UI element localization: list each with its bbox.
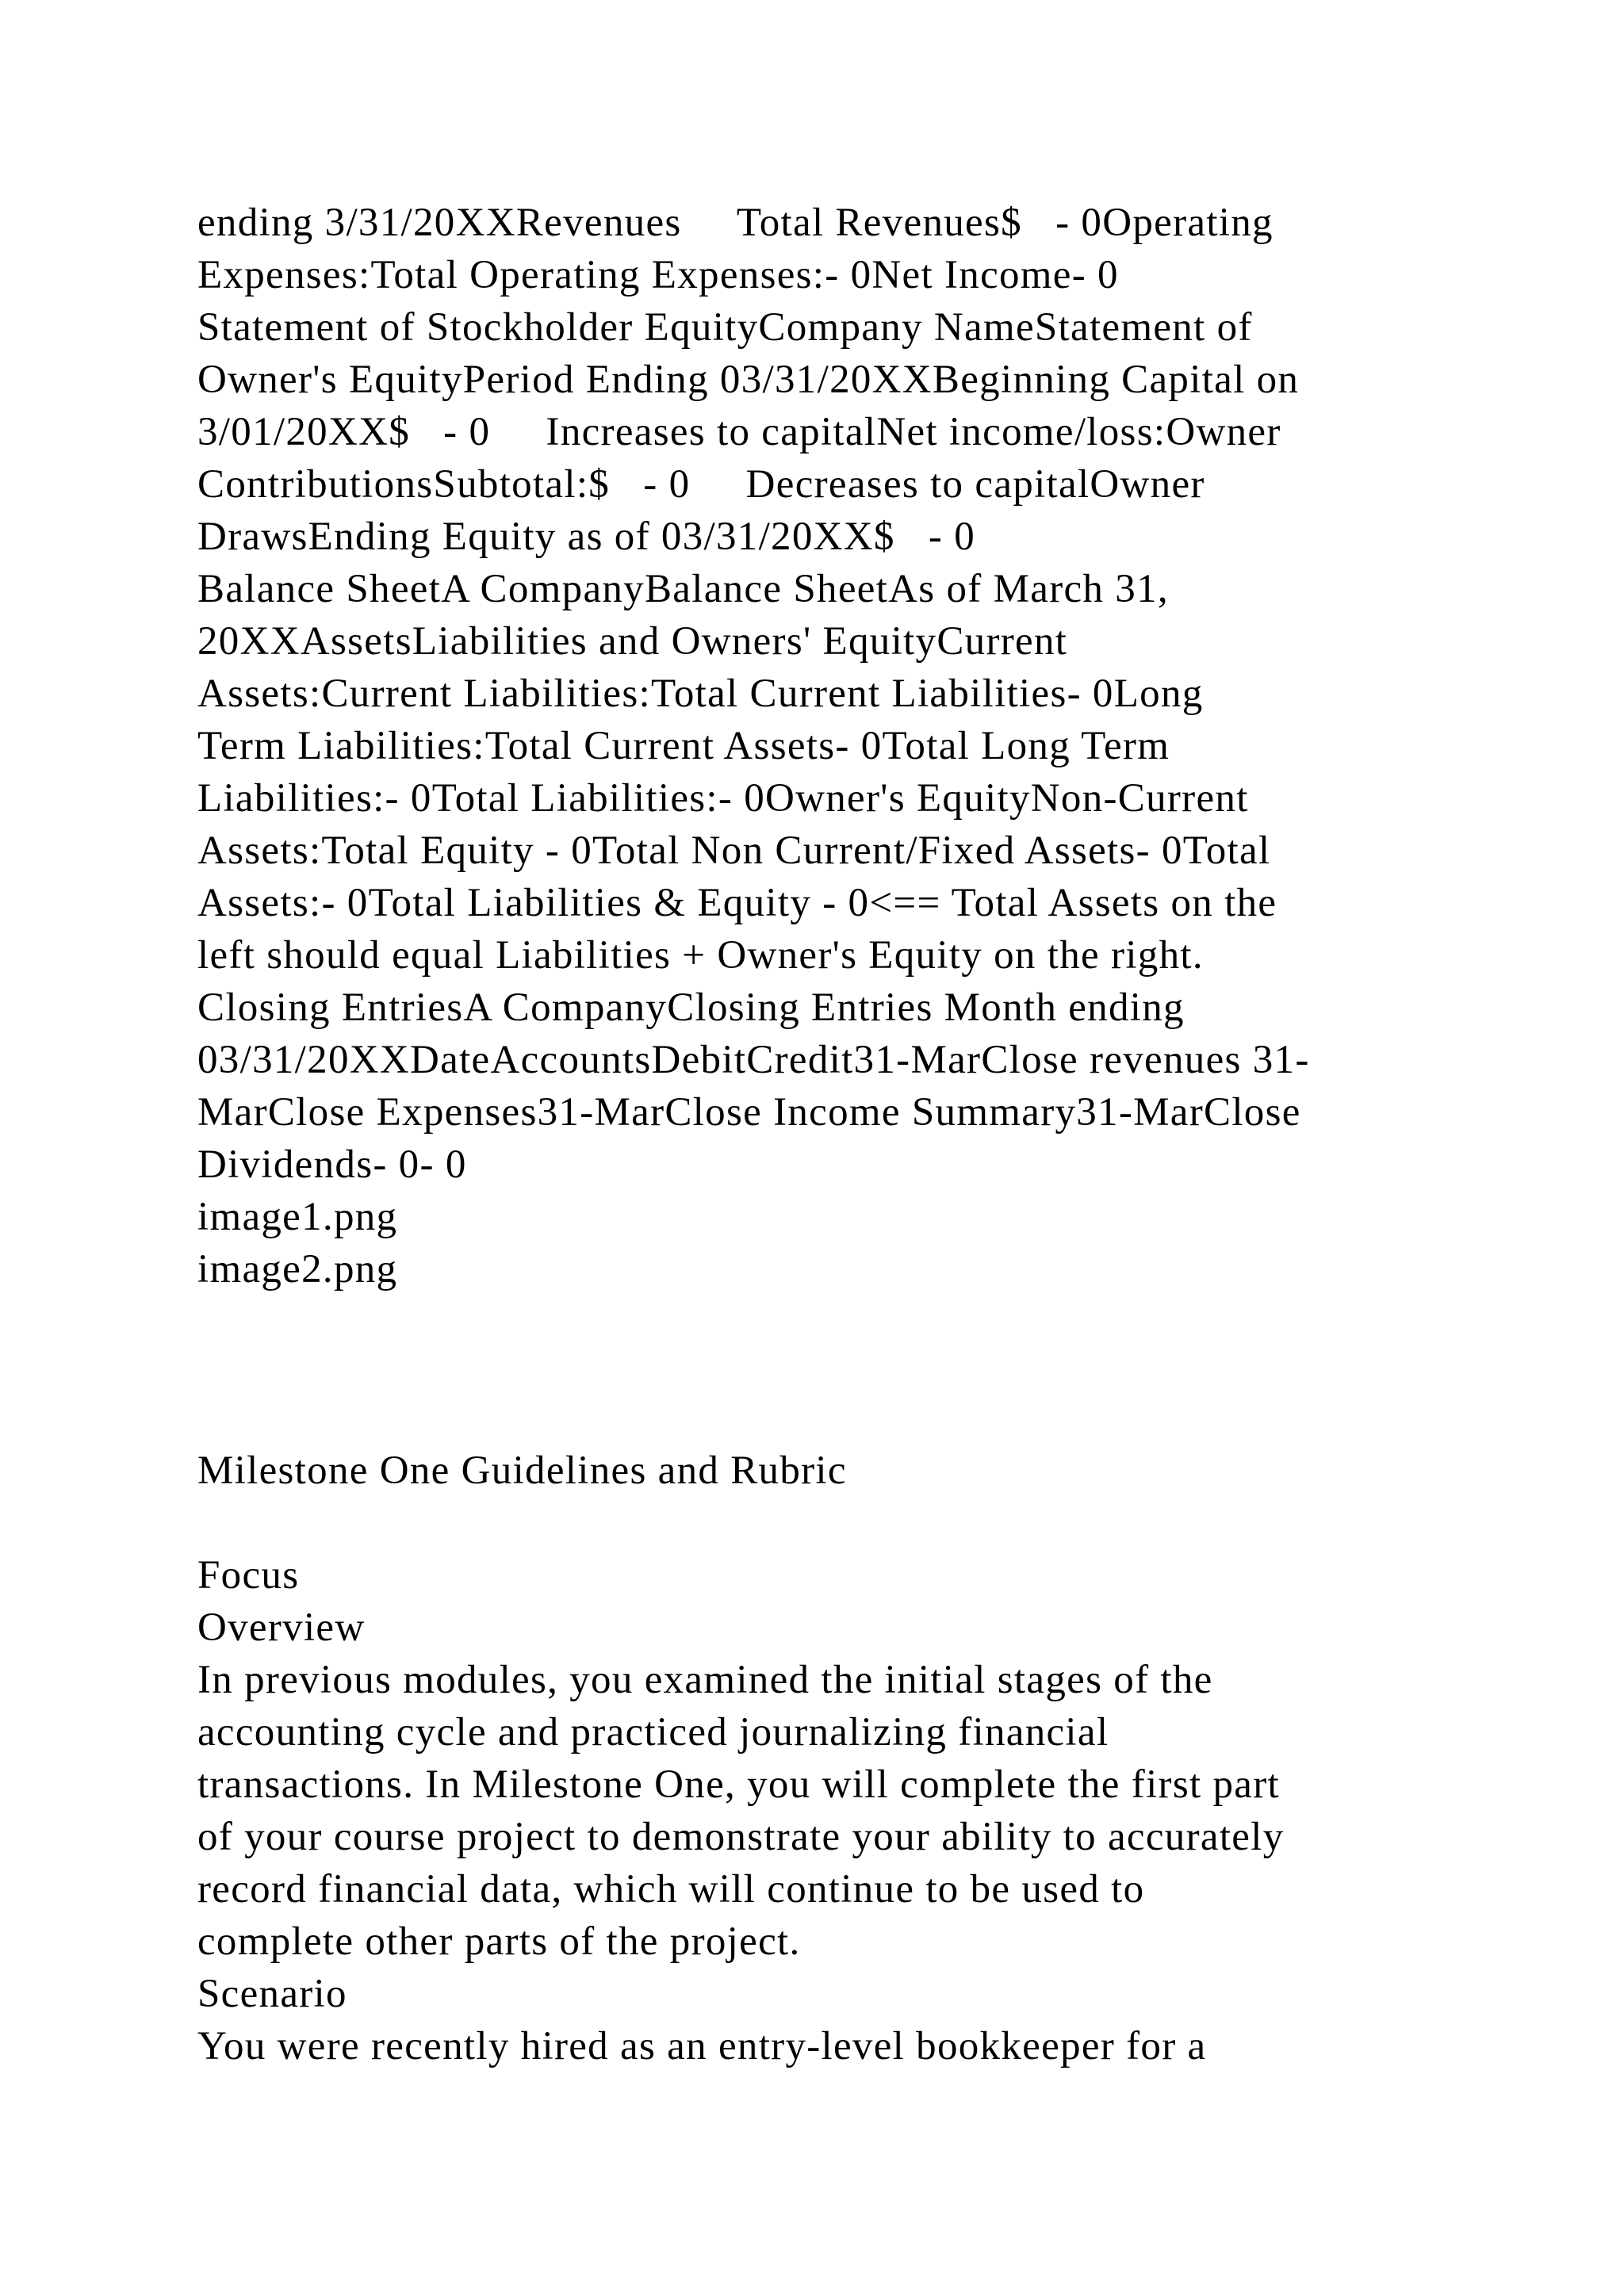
overview-line: In previous modules, you examined the initial stages of the (197, 1658, 1213, 1702)
image-filename: image1.png (197, 1195, 398, 1239)
text-line: Assets:Current Liabilities:Total Current Liabilities- 0Long (197, 672, 1204, 716)
text-line: Statement of Stockholder EquityCompany NameStatement of (197, 305, 1253, 350)
document-title-block (197, 1445, 1498, 1497)
text-line: Assets:Total Equity - 0Total Non Current/Fixed Assets- 0Total (197, 828, 1271, 873)
text-line: 03/31/20XXDateAccountsDebitCredit31-MarClose revenues 31- (197, 1038, 1310, 1082)
text-line: ending 3/31/20XXRevenues Total Revenues$ - 0Operating (197, 201, 1274, 245)
overview-line: record financial data, which will continue to be used to (197, 1867, 1145, 1911)
text-line: Assets:- 0Total Liabilities & Equity - 0<== Total Assets on the (197, 881, 1277, 925)
text-line: Dividends- 0- 0 (197, 1142, 467, 1187)
text-line: 20XXAssetsLiabilities and Owners' EquityCurrent (197, 619, 1068, 664)
text-line: MarClose Expenses31-MarClose Income Summary31-MarClose (197, 1090, 1301, 1135)
text-line: Term Liabilities:Total Current Assets- 0Total Long Term (197, 724, 1170, 768)
scenario-line: You were recently hired as an entry-level bookkeeper for a (197, 2024, 1207, 2068)
guidelines-body (197, 1549, 1498, 2072)
text-line: DrawsEnding Equity as of 03/31/20XX$ - 0 (197, 515, 975, 559)
financial-statements-text (197, 197, 1498, 1295)
text-line: left should equal Liabilities + Owner's Equity on the right. (197, 933, 1204, 978)
text-line: 3/01/20XX$ - 0 Increases to capitalNet income/loss:Owner (197, 410, 1281, 454)
overview-line: complete other parts of the project. (197, 1919, 801, 1964)
text-line: Balance SheetA CompanyBalance SheetAs of March 31, (197, 567, 1169, 611)
overview-heading: Overview (197, 1605, 366, 1650)
text-line: Closing EntriesA CompanyClosing Entries Month ending (197, 985, 1185, 1030)
focus-label: Focus (197, 1553, 300, 1598)
text-line: Owner's EquityPeriod Ending 03/31/20XXBeginning Capital on (197, 358, 1300, 402)
overview-line: of your course project to demonstrate your ability to accurately (197, 1815, 1285, 1859)
overview-line: transactions. In Milestone One, you will complete the first part (197, 1762, 1280, 1807)
text-line: Expenses:Total Operating Expenses:- 0Net Income- 0 (197, 253, 1119, 297)
text-line: Liabilities:- 0Total Liabilities:- 0Owner's EquityNon-Current (197, 776, 1249, 821)
document-title: Milestone One Guidelines and Rubric (197, 1448, 847, 1493)
image-filename: image2.png (197, 1247, 398, 1292)
overview-line: accounting cycle and practiced journalizing financial (197, 1710, 1109, 1755)
text-line: ContributionsSubtotal:$ - 0 Decreases to capitalOwner (197, 462, 1205, 507)
scenario-heading: Scenario (197, 1972, 347, 2016)
